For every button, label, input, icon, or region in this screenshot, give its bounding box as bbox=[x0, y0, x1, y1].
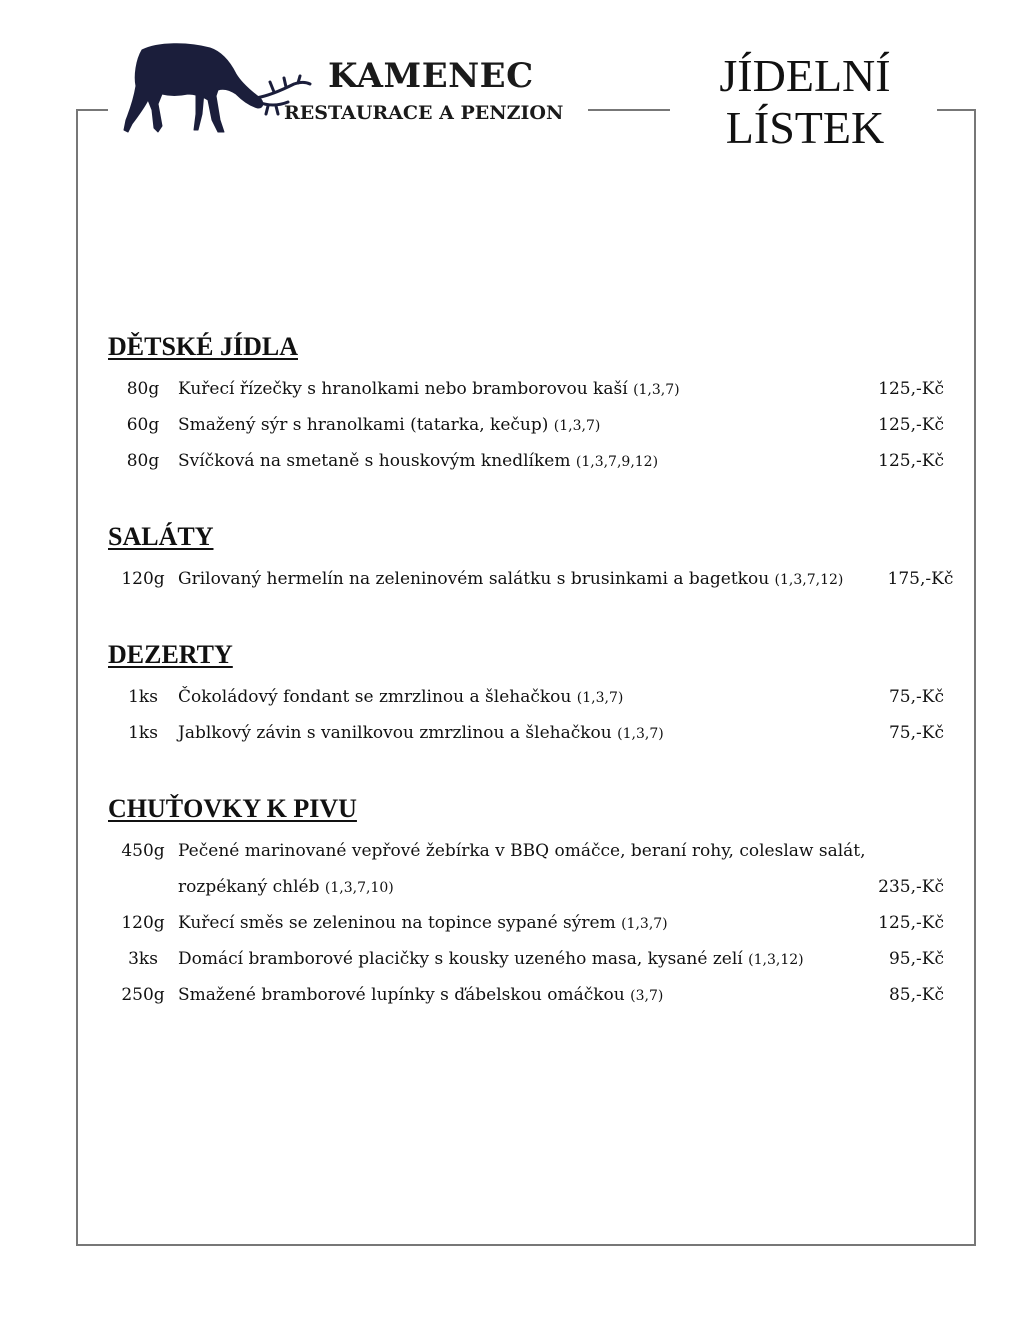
menu-title-line1: JÍDELNÍ bbox=[719, 50, 891, 101]
item-price: 85,-Kč bbox=[888, 985, 944, 1005]
item-name: Domácí bramborové placičky s kousky uzeného masa, kysané zelí bbox=[178, 949, 743, 969]
menu-title bbox=[690, 50, 920, 154]
item-quantity: 120g bbox=[121, 913, 165, 933]
menu-item bbox=[108, 444, 944, 480]
item-description bbox=[178, 716, 834, 752]
menu-item bbox=[108, 716, 944, 752]
item-name: Grilovaný hermelín na zeleninovém salátku s brusinkami a bagetkou bbox=[178, 569, 770, 589]
section-title: DĚTSKÉ JÍDLA bbox=[108, 332, 298, 361]
menu-item bbox=[108, 408, 944, 444]
item-name: Kuřecí řízečky s hranolkami nebo bramborovou kaší bbox=[178, 379, 628, 399]
item-allergens: (1,3,7) bbox=[553, 418, 601, 434]
item-description bbox=[178, 906, 834, 942]
menu-item bbox=[108, 978, 944, 1014]
brand-subtitle: RESTAURACE A PENZION bbox=[284, 102, 564, 124]
frame-top-left bbox=[76, 109, 108, 111]
item-name: Svíčková na smetaně s houskovým knedlíkem bbox=[178, 451, 571, 471]
menu-item bbox=[108, 942, 944, 978]
item-name: Čokoládový fondant se zmrzlinou a šlehačkou bbox=[178, 687, 572, 707]
item-allergens: (1,3,7) bbox=[633, 382, 680, 398]
item-price: 125,-Kč bbox=[878, 379, 944, 399]
section-title: DEZERTY bbox=[108, 640, 233, 669]
item-description bbox=[178, 562, 843, 598]
item-quantity: 80g bbox=[126, 451, 160, 471]
menu-content bbox=[108, 330, 954, 1054]
item-allergens: (3,7) bbox=[630, 988, 664, 1004]
item-price: 125,-Kč bbox=[878, 913, 944, 933]
item-description bbox=[178, 978, 834, 1014]
item-description bbox=[178, 680, 834, 716]
item-allergens: (1,3,12) bbox=[748, 952, 804, 968]
item-quantity: 450g bbox=[121, 841, 165, 861]
item-price: 235,-Kč bbox=[878, 877, 944, 897]
item-price: 125,-Kč bbox=[878, 415, 944, 435]
menu-item-continuation bbox=[108, 870, 944, 906]
item-name: Jablkový závin s vanilkovou zmrzlinou a šlehačkou bbox=[178, 723, 612, 743]
item-name: Kuřecí směs se zeleninou na topince sypané sýrem bbox=[178, 913, 616, 933]
item-quantity: 250g bbox=[121, 985, 165, 1005]
item-description bbox=[178, 942, 834, 978]
item-name: Smažené bramborové lupínky s ďábelskou omáčkou bbox=[178, 985, 625, 1005]
item-allergens: (1,3,7,9,12) bbox=[575, 454, 659, 470]
item-quantity: 120g bbox=[121, 569, 165, 589]
item-name: Smažený sýr s hranolkami (tatarka, kečup) bbox=[178, 415, 549, 435]
item-quantity: 80g bbox=[126, 379, 160, 399]
item-description bbox=[178, 408, 834, 444]
frame-top-middle bbox=[588, 109, 670, 111]
item-allergens: (1,3,7,10) bbox=[324, 880, 394, 896]
menu-item bbox=[108, 834, 944, 870]
section-title: SALÁTY bbox=[108, 522, 214, 551]
item-allergens: (1,3,7) bbox=[576, 690, 624, 706]
frame-bottom bbox=[76, 1244, 976, 1246]
menu-title-line2: LÍSTEK bbox=[725, 102, 885, 153]
item-price: 75,-Kč bbox=[888, 687, 944, 707]
menu-item bbox=[108, 680, 944, 716]
item-description bbox=[178, 444, 834, 480]
item-price: 95,-Kč bbox=[888, 949, 944, 969]
item-price: 75,-Kč bbox=[888, 723, 944, 743]
section-title: CHUŤOVKY K PIVU bbox=[108, 794, 357, 823]
frame-top-right bbox=[937, 109, 976, 111]
item-quantity: 3ks bbox=[128, 949, 158, 969]
item-quantity: 1ks bbox=[128, 687, 158, 707]
frame-left bbox=[76, 109, 78, 1246]
menu-item bbox=[108, 906, 944, 942]
item-price: 125,-Kč bbox=[878, 451, 944, 471]
item-description bbox=[178, 834, 866, 870]
menu-item bbox=[108, 372, 944, 408]
frame-right bbox=[974, 109, 976, 1246]
section-beer-snacks bbox=[108, 792, 944, 1014]
brand-name: KAMENEC bbox=[328, 56, 534, 96]
item-name: rozpékaný chléb bbox=[178, 877, 320, 897]
item-quantity: 60g bbox=[126, 415, 160, 435]
item-allergens: (1,3,7) bbox=[621, 916, 668, 932]
menu-item bbox=[108, 562, 954, 598]
item-description bbox=[178, 372, 834, 408]
section-kids-meals bbox=[108, 330, 944, 480]
item-allergens: (1,3,7) bbox=[617, 726, 664, 742]
section-salads bbox=[108, 520, 954, 598]
item-name: Pečené marinované vepřové žebírka v BBQ omáčce, beraní rohy, coleslaw salát, bbox=[178, 841, 866, 861]
item-allergens: (1,3,7,12) bbox=[774, 572, 844, 588]
section-desserts bbox=[108, 638, 944, 752]
item-quantity: 1ks bbox=[128, 723, 158, 743]
item-description bbox=[178, 870, 834, 906]
item-price: 175,-Kč bbox=[887, 569, 954, 589]
